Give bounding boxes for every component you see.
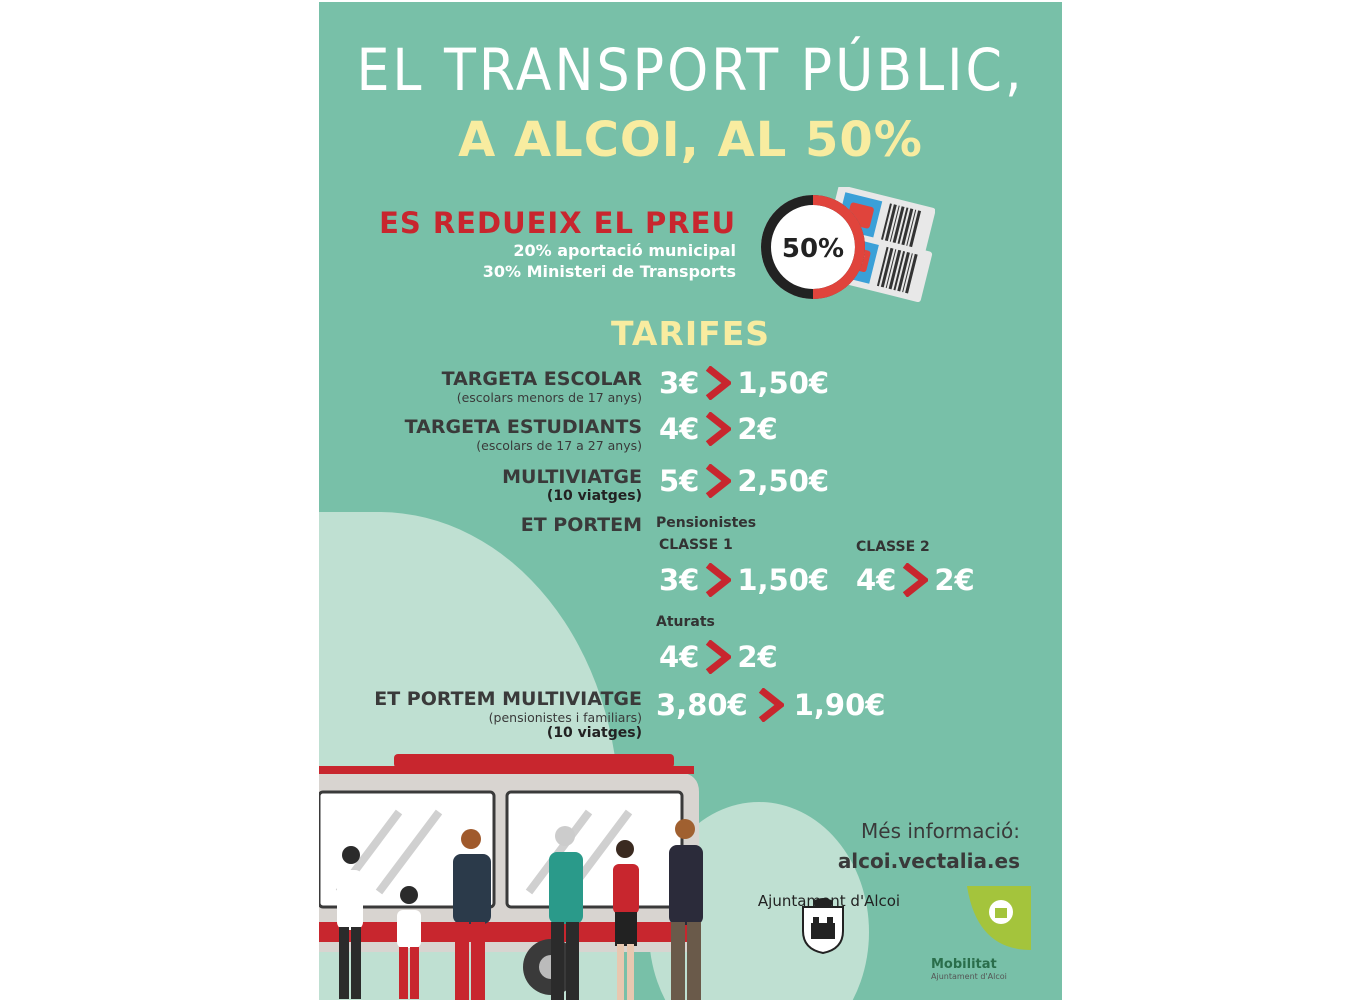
fare-trips: (10 viatges) xyxy=(546,725,642,741)
badge-text: 50% xyxy=(781,234,845,264)
bus-illustration xyxy=(319,752,739,1000)
chevron-right-icon xyxy=(705,640,731,674)
mobilitat-logo-icon xyxy=(967,886,1031,950)
mobilitat-sub: Ajuntament d'Alcoi xyxy=(931,972,1007,981)
reduction-ministry: 30% Ministeri de Transports xyxy=(482,262,736,281)
aturats-label: Aturats xyxy=(656,614,715,630)
classe1-label: CLASSE 1 xyxy=(659,537,733,553)
old-price: 3,80€ xyxy=(656,688,748,722)
fare-classe2-price xyxy=(856,563,975,597)
chevron-right-icon xyxy=(705,366,731,400)
fare-name: TARGETA ESCOLAR xyxy=(441,368,642,390)
more-info-label: Més informació: xyxy=(861,819,1020,843)
fare-escolar-price xyxy=(659,366,829,400)
fare-name: ET PORTEM MULTIVIATGE xyxy=(374,688,642,710)
old-price: 4€ xyxy=(659,640,700,674)
reduction-municipal: 20% aportació municipal xyxy=(513,241,736,260)
fare-name: MULTIVIATGE xyxy=(502,466,642,488)
new-price: 2€ xyxy=(737,640,778,674)
new-price: 2€ xyxy=(737,412,778,446)
old-price: 4€ xyxy=(856,563,897,597)
pensionistes-label: Pensionistes xyxy=(656,515,757,531)
fare-multiviatge-label xyxy=(502,466,642,505)
classe2-label: CLASSE 2 xyxy=(856,539,930,555)
fare-estudiants-label xyxy=(405,416,642,453)
new-price: 2,50€ xyxy=(737,464,830,498)
old-price: 3€ xyxy=(659,366,700,400)
new-price: 2€ xyxy=(934,563,975,597)
chevron-right-icon xyxy=(705,412,731,446)
fare-estudiants-price xyxy=(659,412,778,446)
mobilitat-title: Mobilitat xyxy=(931,957,997,972)
fare-escolar-label xyxy=(442,368,642,405)
poster xyxy=(319,2,1062,1000)
discount-ticket-icon xyxy=(755,187,935,307)
fare-classe1-price xyxy=(659,563,829,597)
fare-name: TARGETA ESTUDIANTS xyxy=(404,416,642,438)
new-price: 1,90€ xyxy=(793,688,886,722)
chevron-right-icon xyxy=(902,563,928,597)
fare-et-portem-multi-label xyxy=(374,688,642,742)
fare-et-portem-label xyxy=(521,514,642,536)
info-url-link[interactable]: alcoi.vectalia.es xyxy=(837,849,1020,873)
reduction-block xyxy=(379,206,736,282)
old-price: 3€ xyxy=(659,563,700,597)
old-price: 4€ xyxy=(659,412,700,446)
fare-desc: (escolars de 17 a 27 anys) xyxy=(476,438,642,453)
ajuntament-logo-text: Ajuntament d'Alcoi xyxy=(757,892,901,910)
reduction-heading: ES REDUEIX EL PREU xyxy=(379,206,736,240)
fare-desc: (10 viatges) xyxy=(546,488,642,504)
chevron-right-icon xyxy=(705,563,731,597)
fare-et-portem-multi-price xyxy=(656,688,885,722)
tarifes-heading: TARIFES xyxy=(610,314,771,353)
fare-desc: (escolars menors de 17 anys) xyxy=(456,390,642,405)
title-line-1: EL TRANSPORT PÚBLIC, xyxy=(356,36,1025,104)
new-price: 1,50€ xyxy=(737,366,830,400)
title-line-2: A ALCOI, AL 50% xyxy=(458,112,923,168)
fare-desc: (pensionistes i familiars) xyxy=(488,710,642,725)
fare-multiviatge-price xyxy=(659,464,829,498)
fare-name: ET PORTEM xyxy=(520,514,642,536)
chevron-right-icon xyxy=(705,464,731,498)
chevron-right-icon xyxy=(758,688,784,722)
mobilitat-logo xyxy=(931,957,1007,981)
more-info xyxy=(838,816,1020,876)
new-price: 1,50€ xyxy=(737,563,830,597)
old-price: 5€ xyxy=(659,464,700,498)
fare-aturats-price xyxy=(659,640,778,674)
